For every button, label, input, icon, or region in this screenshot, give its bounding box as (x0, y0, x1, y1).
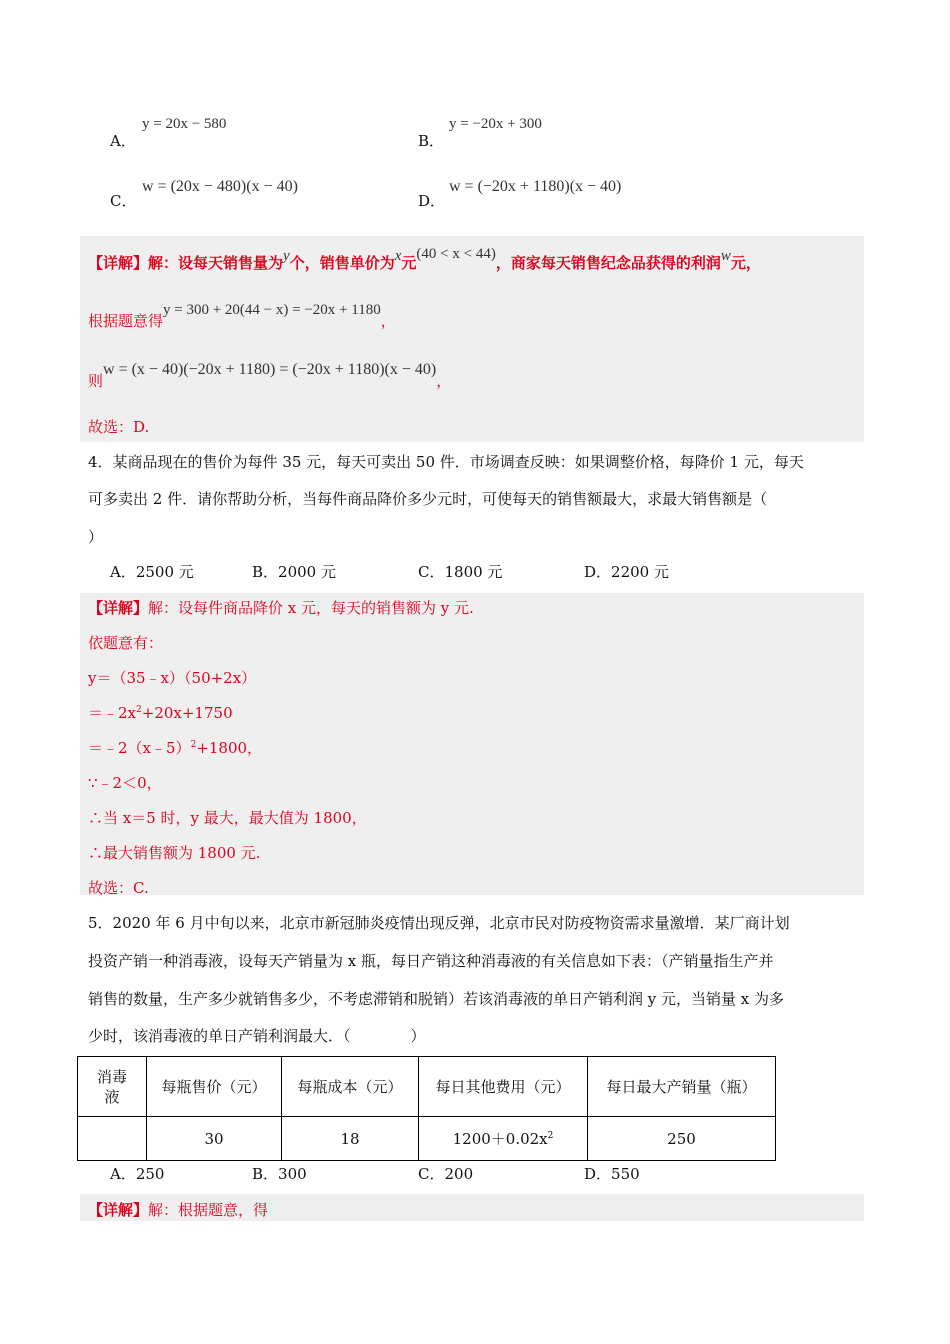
q5-option-a: A．250 (110, 1165, 165, 1183)
q4-solution-line9: 故选：C. (88, 879, 149, 897)
q3-option-a-formula: y = 20x − 580 (142, 116, 227, 132)
q5-option-d: D．550 (584, 1165, 640, 1183)
table-header-cell: 每日其他费用（元） (419, 1057, 588, 1117)
q4-solution-line8: ∴最大销售额为 1800 元. (88, 844, 261, 862)
q5-option-c: C．200 (418, 1165, 474, 1183)
q3-solution-line4: 故选：D. (88, 418, 150, 436)
q3-option-b-formula: y = −20x + 300 (449, 116, 542, 132)
option-label: D． (418, 192, 446, 210)
q3-option-c-formula: w = (20x − 480)(x − 40) (142, 178, 298, 195)
table-header-cell: 每瓶售价（元） (147, 1057, 282, 1117)
q3-solution-line1: 【详解】解：设每天销售量为y个，销售单价为x元(40 < x < 44)，商家每天销售纪念品获得的利润w元， (88, 246, 761, 272)
q3-option-c (110, 190, 136, 211)
table-cell: 250 (588, 1117, 776, 1161)
table-cell (78, 1117, 147, 1161)
table-header-cell: 每日最大产销量（瓶） (588, 1057, 776, 1117)
q4-solution-line7: ∴当 x＝5 时，y 最大，最大值为 1800， (88, 809, 367, 827)
q4-option-d: D．2200 元 (584, 563, 669, 581)
option-label: B． (418, 132, 445, 150)
q4-option-c: C．1800 元 (418, 563, 503, 581)
q4-solution-line2: 依题意有： (88, 634, 164, 652)
q5-option-b: B．300 (252, 1165, 307, 1183)
q3-solution-box (80, 236, 864, 442)
q4-solution-line5: ＝﹣2（x﹣5）$^2$+1800， (88, 739, 263, 757)
q4-solution-box (80, 593, 864, 895)
q5-question-line4: 少时，该消毒液的单日产销利润最大．（ ） (88, 1027, 426, 1045)
q3-option-b (418, 130, 444, 151)
option-label: C． (110, 192, 137, 210)
q5-question-line1: 5．2020 年 6 月中旬以来，北京市新冠肺炎疫情出现反弹，北京市民对防疫物资需求量激增．某厂商计划 (88, 914, 790, 932)
q4-question-line1: 4．某商品现在的售价为每件 35 元，每天可卖出 50 件．市场调查反映：如果调整价格，每降价 1 元，每天 (88, 453, 804, 471)
q5-solution-box (80, 1194, 864, 1221)
option-label: A． (110, 132, 136, 150)
q4-option-b: B．2000 元 (252, 563, 336, 581)
q4-option-a: A．2500 元 (110, 563, 194, 581)
q4-solution-line1: 【详解】解：设每件商品降价 x 元，每天的销售额为 y 元. (88, 599, 474, 617)
q4-question-line3: ） (88, 528, 104, 546)
q3-option-d-formula: w = (−20x + 1180)(x − 40) (449, 178, 622, 195)
q4-question-line2: 可多卖出 2 件．请你帮助分析，当每件商品降价多少元时，可使每天的销售额最大，求最大销售额是（ (88, 490, 768, 508)
q3-option-a (110, 130, 136, 151)
table-header-row (78, 1057, 776, 1117)
table-cell: 18 (282, 1117, 419, 1161)
solution-tag: 【详解】 (88, 254, 149, 272)
q3-solution-line3: 则w = (x − 40)(−20x + 1180) = (−20x + 1180)(x − 40)， (88, 361, 452, 390)
q5-solution-line1: 【详解】解：根据题意，得 (88, 1201, 269, 1219)
table-cell: $1200+0.02x^2$ (419, 1117, 588, 1161)
table-cell: 30 (147, 1117, 282, 1161)
q5-question-line2: 投资产销一种消毒液，设每天产销量为 x 瓶，每日产销这种消毒液的有关信息如下表：（产销量指生产并 (88, 952, 774, 970)
q4-solution-line3: y＝（35﹣x）（50+2x） (88, 669, 257, 687)
solution-tag: 【详解】 (88, 1201, 149, 1219)
q4-solution-line6: ∵﹣2＜0， (88, 774, 162, 792)
q5-question-line3: 销售的数量，生产多少就销售多少，不考虑滞销和脱销）若该消毒液的单日产销利润 y 元，当销量 x 为多 (88, 990, 785, 1008)
q4-solution-line4: $=﹣2x^2+20x+1750$ (88, 704, 233, 722)
solution-tag: 【详解】 (88, 599, 149, 617)
q5-info-table (77, 1056, 776, 1161)
table-header-cell: 每瓶成本（元） (282, 1057, 419, 1117)
q3-option-d (418, 190, 445, 211)
table-header-cell: 消毒液 (78, 1057, 147, 1117)
table-row (78, 1117, 776, 1161)
q3-solution-line2: 根据题意得y = 300 + 20(44 − x) = −20x + 1180， (88, 302, 396, 330)
